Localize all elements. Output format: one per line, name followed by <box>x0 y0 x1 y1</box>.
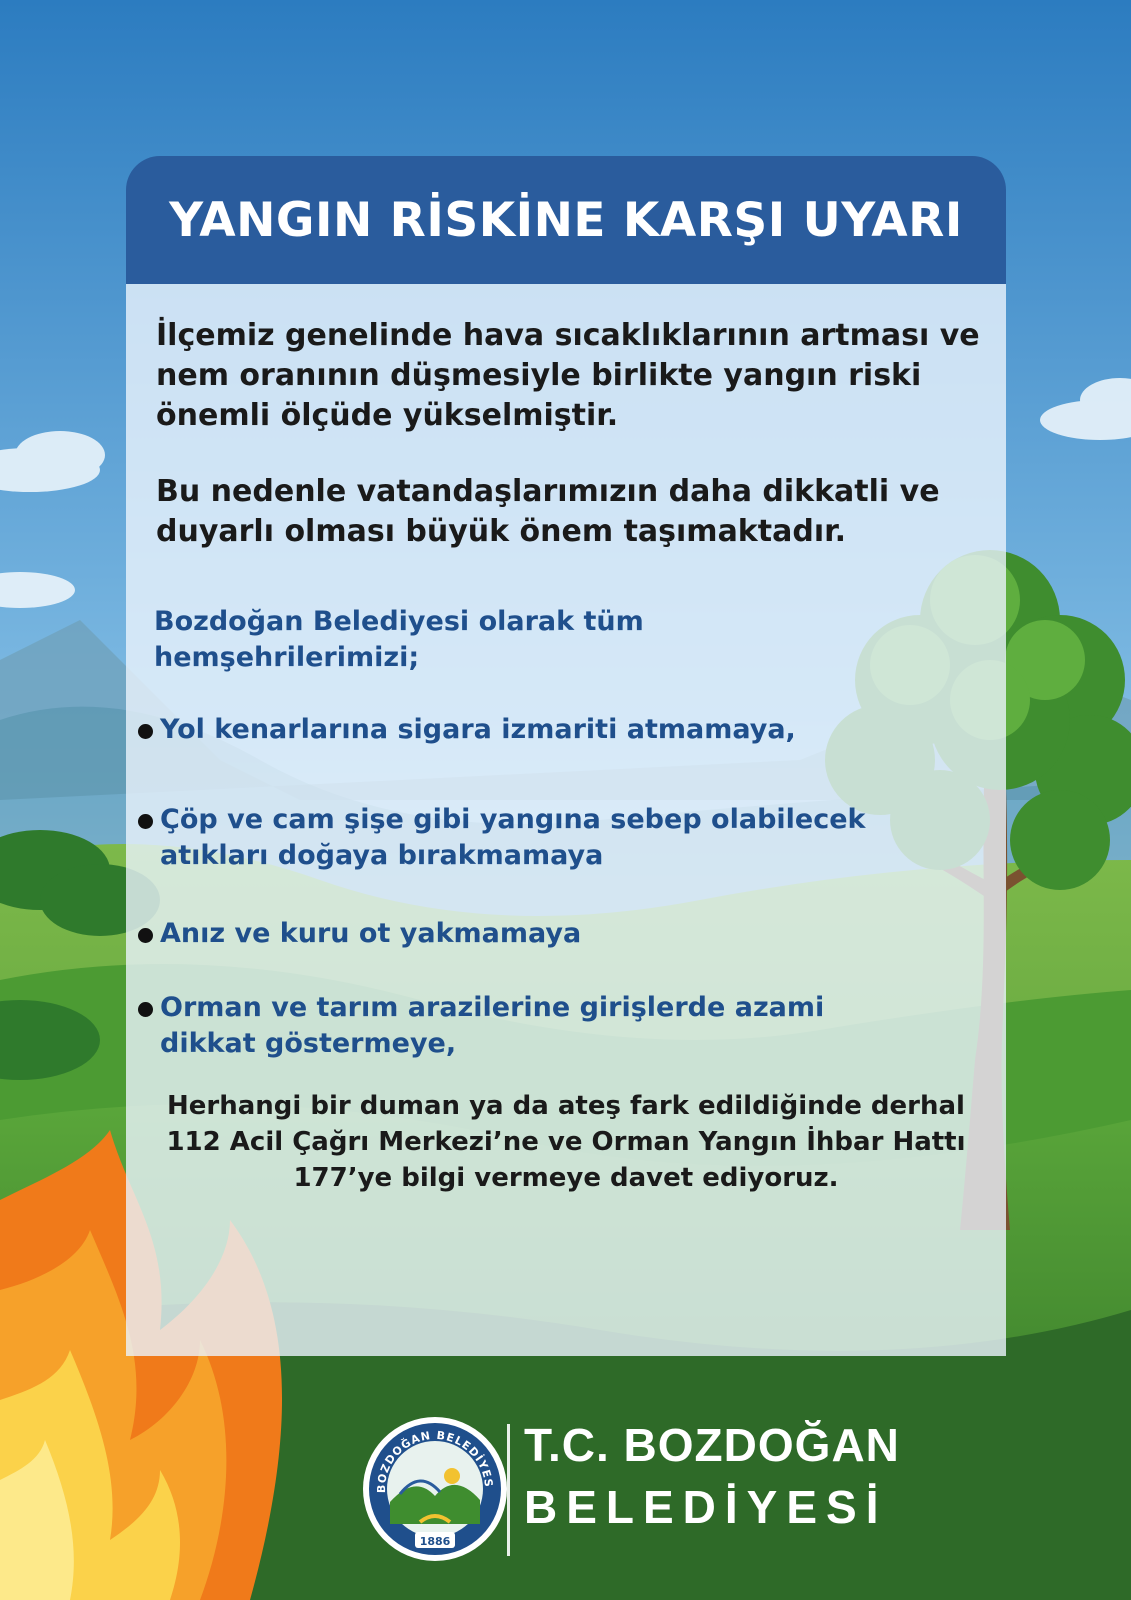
bullet-item <box>138 916 880 952</box>
notice-panel <box>126 156 1006 1356</box>
page-title: YANGIN RİSKİNE KARŞI UYARI <box>169 192 963 248</box>
bullet-text: Orman ve tarım arazilerine girişlerde azami dikkat göstermeye, <box>160 992 825 1059</box>
bullet-text: Çöp ve cam şişe gibi yangına sebep olabilecek atıkları doğaya bırakmamaya <box>160 804 866 871</box>
org-name-line2: BELEDİYESİ <box>524 1481 888 1533</box>
closing-text: Herhangi bir duman ya da ateş fark edildiğinde derhal 112 Acil Çağrı Merkezi’ne ve Orman Yangın İhbar Hattı 177’ye bilgi vermeye davet ediyoruz. <box>166 1091 966 1193</box>
notice-header <box>126 156 1006 284</box>
org-name-line1: T.C. BOZDOĞAN <box>524 1419 900 1471</box>
footer-divider <box>507 1424 510 1556</box>
intro-paragraph: İlçemiz genelinde hava sıcaklıklarının artması ve nem oranının düşmesiyle birlikte yangın riski önemli ölçüde yükselmiştir. <box>156 318 980 433</box>
bullet-item <box>138 802 880 874</box>
bullet-item <box>138 990 880 1062</box>
seal-year: 1886 <box>419 1535 451 1548</box>
municipality-seal <box>360 1414 510 1564</box>
seal-text: BOZDOĞAN BELEDİYES <box>374 1428 496 1494</box>
lead-text: Bozdoğan Belediyesi olarak tüm hemşehrilerimizi; <box>154 606 644 673</box>
bullet-dot-icon <box>138 928 153 943</box>
bullet-dot-icon <box>138 724 153 739</box>
bullet-dot-icon <box>138 1002 153 1017</box>
bullet-dot-icon <box>138 814 153 829</box>
bullet-text: Anız ve kuru ot yakmamaya <box>160 918 582 949</box>
second-paragraph: Bu nedenle vatandaşlarımızın daha dikkatli ve duyarlı olması büyük önem taşımaktadır. <box>156 474 940 549</box>
bullet-text: Yol kenarlarına sigara izmariti atmamaya, <box>160 714 796 745</box>
bullet-item <box>138 712 880 748</box>
